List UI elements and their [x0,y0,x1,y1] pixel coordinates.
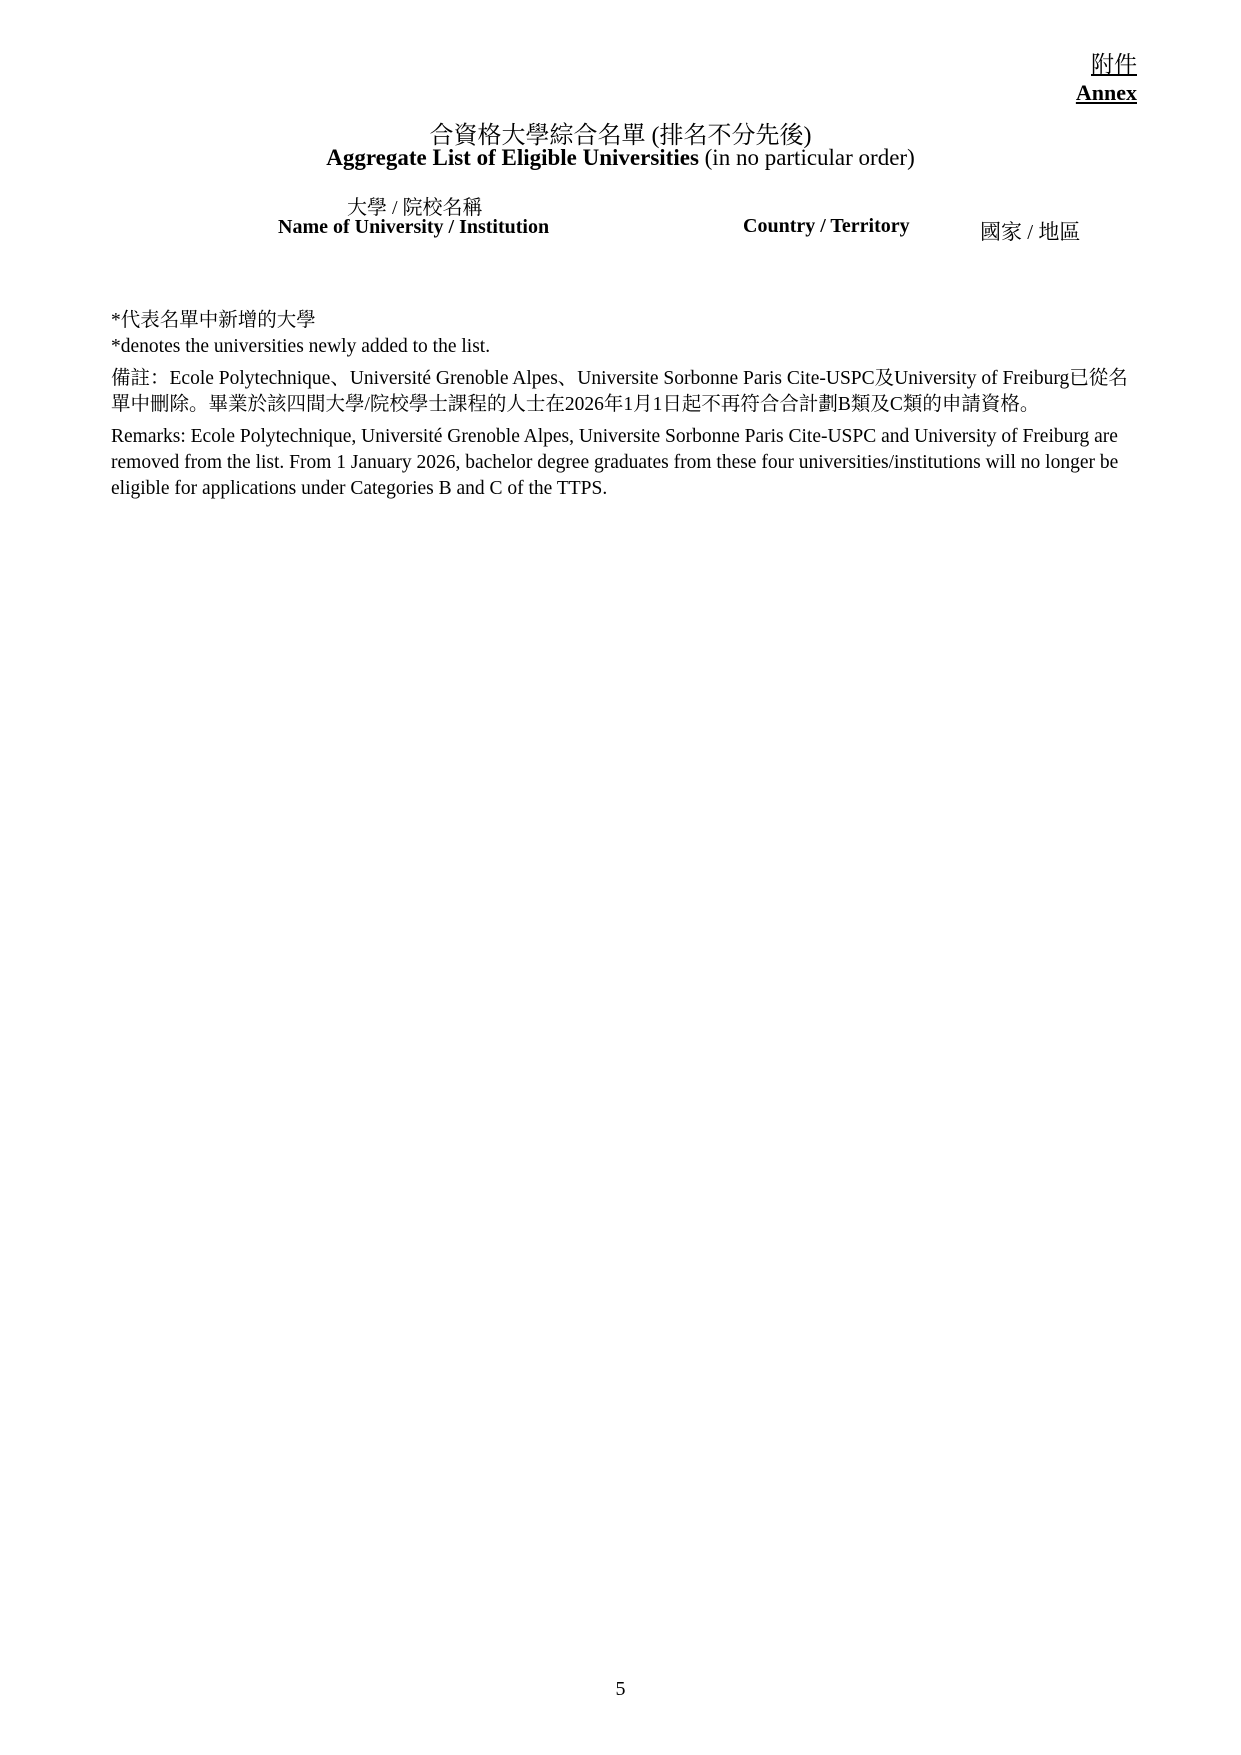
page-title-en-bold: Aggregate List of Eligible Universities [326,145,699,170]
page-number: 5 [615,1678,626,1700]
asterisk-note-zh: *代表名單中新增的大學 [111,310,316,331]
page-title-en [0,145,1241,171]
column-header-country-zh: 國家 / 地區 [980,220,1081,244]
annex-label-zh: 附件 [1091,52,1137,77]
asterisk-note-en: *denotes the universities newly added to the list. [111,336,491,357]
page-title-zh: 合資格大學綜合名單 (排名不分先後) [429,123,812,149]
page-title-en-suffix: (in no particular order) [698,145,915,170]
column-header-name-en: Name of University / Institution [278,216,550,238]
remarks-zh: 備註：Ecole Polytechnique、Université Grenoble Alpes、Universite Sorbonne Paris Cite-USPC及University of Freiburg已從名單中刪除。畢業於該四間大學/院校學士課程的人士在2026年1月1日起不再符合合計劃B類及C類的申請資格。 [111,368,1128,415]
column-header-name-zh: 大學 / 院校名稱 [347,197,483,219]
annex-label-en: Annex [1075,80,1137,105]
notes-section [111,308,1131,502]
column-header-country-en: Country / Territory [743,215,910,237]
remarks-en: Remarks: Ecole Polytechnique, Université Grenoble Alpes, Universite Sorbonne Paris Cite-USPC and University of Freiburg are removed from the list. From 1 January 2026, bachelor degree graduates from these four universities/institutions will no longer be eligible for applications under Categories B and C of the TTPS. [111,426,1119,499]
